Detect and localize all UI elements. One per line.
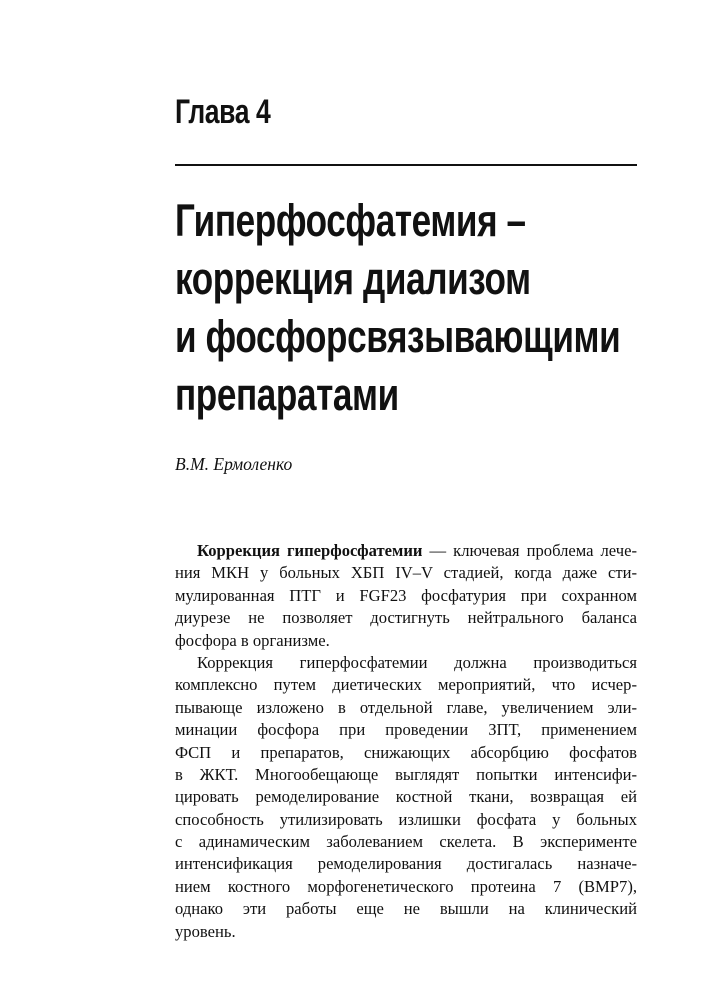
paragraph-line: ФСП и препаратов, снижающих абсорбцию фосфатов xyxy=(175,742,637,762)
chapter-title-line: и фосфорсвязывающими xyxy=(175,311,621,362)
lead-term: Коррекция гиперфосфатемии xyxy=(197,541,423,560)
paragraph-line: ния МКН у больных ХБП IV–V стадией, когда даже сти- xyxy=(175,563,637,583)
paragraph xyxy=(175,652,637,943)
paragraph-line: пывающе изложено в отдельной главе, увеличением эли- xyxy=(175,697,637,717)
paragraph-line: интенсификация ремоделирования достигалась назначе- xyxy=(175,854,637,874)
paragraph-line: фосфора в организме. xyxy=(175,630,330,650)
chapter-author: В.М. Ермоленко xyxy=(175,454,293,474)
paragraph-line: комплексно путем диетических мероприятий, что исчер- xyxy=(175,675,637,695)
chapter-title-line: Гиперфосфатемия – xyxy=(175,195,526,246)
paragraph-line: Коррекция гиперфосфатемии должна производиться xyxy=(197,652,637,672)
paragraph-line: в ЖКТ. Многообещающе выглядят попытки интенсифи- xyxy=(175,764,637,784)
paragraph-line-text: — ключевая проблема лече- xyxy=(422,541,637,560)
paragraph-line: с адинамическим заболеванием скелета. В эксперименте xyxy=(175,832,637,852)
paragraph-line: мулированная ПТГ и FGF23 фосфатурия при сохранном xyxy=(175,585,637,605)
paragraph-line: способность утилизировать излишки фосфата у больных xyxy=(175,809,637,829)
paragraph-line: однако эти работы еще не вышли на клинический xyxy=(175,899,637,919)
paragraph-line: диурезе не позволяет достигнуть нейтрального баланса xyxy=(175,608,637,628)
chapter-title-line: коррекция диализом xyxy=(175,253,531,304)
chapter-title-line: препаратами xyxy=(175,369,399,420)
paragraph-line xyxy=(175,540,637,562)
paragraph-line: нием костного морфогенетического протеина 7 (BMP7), xyxy=(175,876,637,896)
paragraph-line: цировать ремоделирование костной ткани, возвращая ей xyxy=(175,787,637,807)
chapter-divider-rule xyxy=(175,164,637,166)
chapter-body xyxy=(175,540,637,943)
paragraph-line: уровень. xyxy=(175,921,236,941)
paragraph xyxy=(175,540,637,652)
chapter-title xyxy=(175,192,620,424)
paragraph-line: минации фосфора при проведении ЗПТ, применением xyxy=(175,720,637,740)
chapter-label: Глава 4 xyxy=(175,93,271,131)
